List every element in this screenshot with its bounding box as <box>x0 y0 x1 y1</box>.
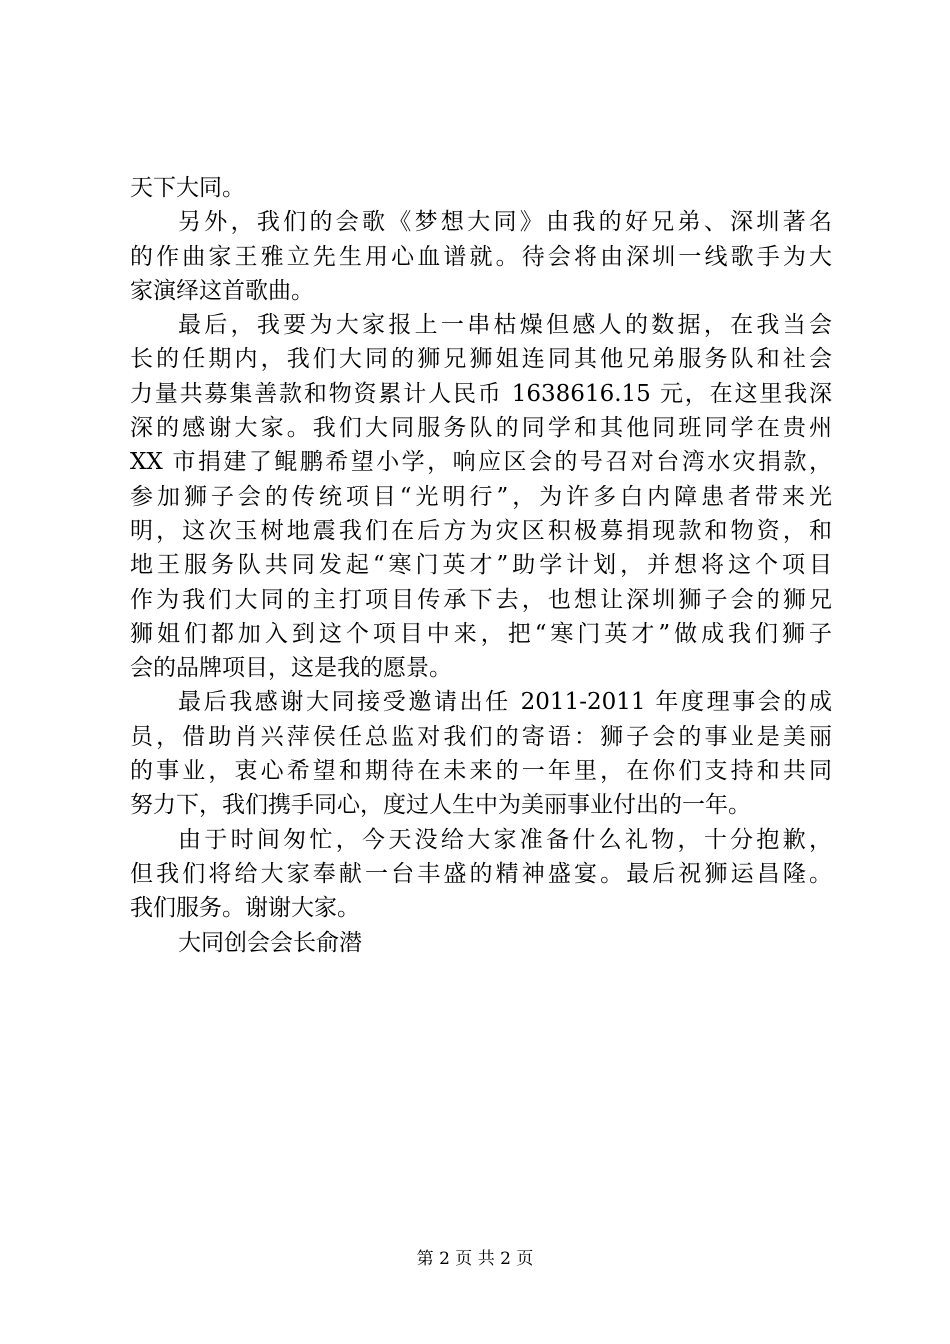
text-line: 狮姐们都加入到这个项目中来，把“寒门英才”做成我们狮子 <box>130 620 832 647</box>
text-line: 作为我们大同的主打项目传承下去，也想让深圳狮子会的狮兄 <box>130 586 832 613</box>
document-body <box>130 171 832 960</box>
text-line: 的事业，衷心希望和期待在未来的一年里，在你们支持和共同 <box>130 758 832 785</box>
text-line: 地王服务队共同发起“寒门英才”助学计划，并想将这个项目 <box>130 552 832 579</box>
text-line: 的作曲家王雅立先生用心血谱就。待会将由深圳一线歌手为大 <box>130 243 832 270</box>
text-line: 参加狮子会的传统项目“光明行”，为许多白内障患者带来光 <box>130 483 832 510</box>
text-line: 由于时间匆忙，今天没给大家准备什么礼物，十分抱歉， <box>178 826 832 853</box>
text-line: 我们服务。谢谢大家。 <box>130 895 360 922</box>
text-line: 家演绎这首歌曲。 <box>130 277 314 304</box>
text-line: 但我们将给大家奉献一台丰盛的精神盛宴。最后祝狮运昌隆。 <box>130 860 832 887</box>
text-line: 会的品牌项目，这是我的愿景。 <box>130 655 452 682</box>
text-line: 努力下，我们携手同心，度过人生中为美丽事业付出的一年。 <box>130 792 751 819</box>
page-footer: 第 2 页 共 2 页 <box>416 1249 534 1269</box>
text-line: 最后我感谢大同接受邀请出任 2011-2011 年度理事会的成 <box>178 689 832 716</box>
text-line: 明，这次玉树地震我们在后方为灾区积极募捐现款和物资，和 <box>130 517 832 544</box>
text-line: 员，借助肖兴萍侯任总监对我们的寄语：狮子会的事业是美丽 <box>130 723 832 750</box>
text-line: XX 市捐建了鲲鹏希望小学，响应区会的号召对台湾水灾捐款， <box>130 449 832 476</box>
text-line: 深的感谢大家。我们大同服务队的同学和其他同班同学在贵州 <box>130 415 832 442</box>
text-line: 最后，我要为大家报上一串枯燥但感人的数据，在我当会 <box>178 312 832 339</box>
text-line: 力量共募集善款和物资累计人民币 1638616.15 元，在这里我深 <box>130 380 832 407</box>
text-line: 天下大同。 <box>130 175 245 201</box>
text-line: 另外，我们的会歌《梦想大同》由我的好兄弟、深圳著名 <box>178 209 832 236</box>
text-line: 大同创会会长俞潜 <box>178 929 362 956</box>
text-line: 长的任期内，我们大同的狮兄狮姐连同其他兄弟服务队和社会 <box>130 346 832 373</box>
